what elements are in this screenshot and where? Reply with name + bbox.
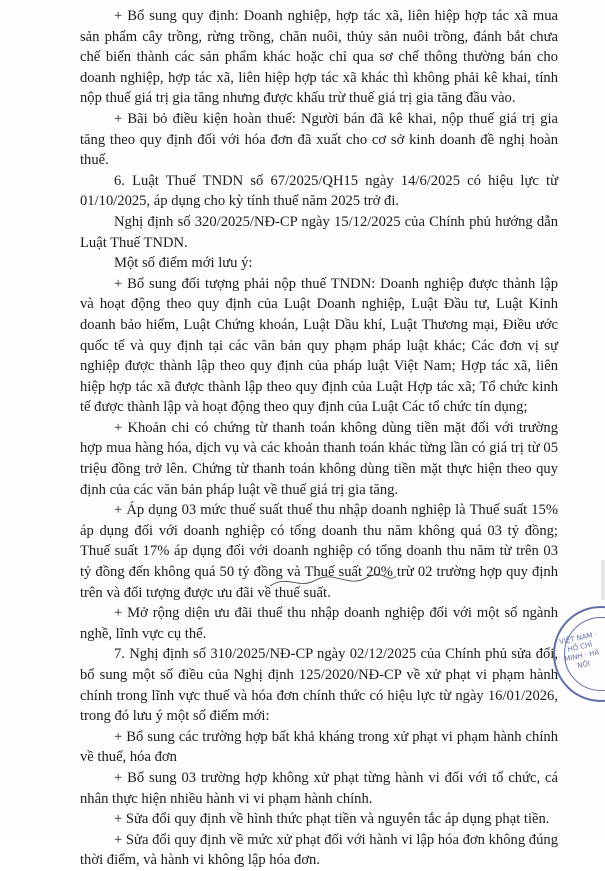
- paragraph: + Bổ sung các trường hợp bất khả kháng trong xử phạt vi phạm hành chính về thuế, hóa đơn: [80, 728, 558, 766]
- paragraph: + Sửa đổi quy định về mức xử phạt đối với hành vi lập hóa đơn không đúng thời điểm, và hành vi không lập hóa đơn.: [80, 831, 558, 869]
- paragraph: + Bổ sung quy định: Doanh nghiệp, hợp tác xã, liên hiệp hợp tác xã mua sản phẩm cây trồng, rừng trồng, chăn nuôi, thủy sản nuôi trồng, đánh bắt chưa chế biến thành các sản phẩm khác hoặc chỉ qua sơ chế thông thường bán cho doanh nghiệp, hợp tác xã, liên hiệp hợp tác xã khác thì không phải kê khai, tính nộp thuế giá trị gia tăng nhưng được khấu trừ thuế giá trị gia tăng đầu vào.: [80, 8, 558, 107]
- stamp-text: VIỆT NAM · HỒ CHÍ MINH · HÀ NỘI: [558, 630, 600, 670]
- page-edge-shadow: [601, 560, 605, 600]
- paragraph: + Bổ sung đối tượng phải nộp thuế TNDN: Doanh nghiệp được thành lập và hoạt động theo quy định của Luật Doanh nghiệp, Luật Đầu tư, Luật Kinh doanh bảo hiểm, Luật Chứng khoán, Luật Dầu khí, Luật Thương mại, Điều ước quốc tế và quy định tại các văn bản quy phạm pháp luật khác; Các đơn vị sự nghiệp được thành lập theo quy định của pháp luật Việt Nam; Hợp tác xã, liên hiệp hợp tác xã được thành lập theo quy định của Luật Hợp tác xã; Tổ chức kinh tế được thành lập và hoạt động theo quy định của Luật Các tổ chức tín dụng;: [80, 275, 558, 416]
- paragraph: 6. Luật Thuế TNDN số 67/2025/QH15 ngày 14/6/2025 có hiệu lực từ 01/10/2025, áp dụng cho kỳ tính thuế năm 2025 trở đi.: [80, 172, 558, 210]
- paragraph: 7. Nghị định số 310/2025/NĐ-CP ngày 02/12/2025 của Chính phủ sửa đổi, bổ sung một số điều của Nghị định 125/2020/NĐ-CP về xử phạt vi phạm hành chính trong lĩnh vực thuế và hóa đơn chính thức có hiệu lực từ ngày 16/01/2026, trong đó lưu ý một số điểm mới:: [80, 646, 558, 725]
- paragraph: + Khoản chi có chứng từ thanh toán không dùng tiền mặt đối với trường hợp mua hàng hóa, dịch vụ và các khoản thanh toán khác từng lần có giá trị từ 05 triệu đồng trở lên. Chứng từ thanh toán không dùng tiền mặt thực hiện theo quy định của các văn bản pháp luật về thuế giá trị gia tăng.: [80, 419, 558, 498]
- paragraph: + Mở rộng diện ưu đãi thuế thu nhập doanh nghiệp đối với một số ngành nghề, lĩnh vực cụ thể.: [80, 605, 558, 642]
- signature-scribble: [268, 572, 398, 592]
- official-stamp: [553, 606, 605, 702]
- paragraph: Một số điểm mới lưu ý:: [114, 255, 253, 272]
- document-body: [80, 6, 558, 871]
- paragraph: + Bổ sung 03 trường hợp không xử phạt từng hành vi đối với tổ chức, cá nhân thực hiện nhiều hành vi vi phạm hành chính.: [80, 769, 558, 807]
- paragraph: + Bãi bỏ điều kiện hoàn thuế: Người bán đã kê khai, nộp thuế giá trị gia tăng theo quy định đối với hóa đơn đã xuất cho cơ sở kinh doanh đề nghị hoàn thuế.: [80, 110, 558, 169]
- paragraph: Nghị định số 320/2025/NĐ-CP ngày 15/12/2025 của Chính phủ hướng dẫn Luật Thuế TNDN.: [80, 213, 558, 251]
- paragraph: + Áp dụng 03 mức thuế suất thuế thu nhập doanh nghiệp là Thuế suất 15% áp dụng đối với doanh nghiệp có tổng doanh thu năm không quá 03 tỷ đồng; Thuế suất 17% áp dụng đối với doanh nghiệp có tổng doanh thu năm từ trên 03 tỷ đồng đến không quá 50 tỷ đồng và Thuế suất 20% trừ 02 trường hợp quy định trên và đối tượng được ưu đãi về thuế suất.: [80, 502, 558, 601]
- paragraph: + Sửa đổi quy định về hình thức phạt tiền và nguyên tắc áp dụng phạt tiền.: [114, 811, 550, 828]
